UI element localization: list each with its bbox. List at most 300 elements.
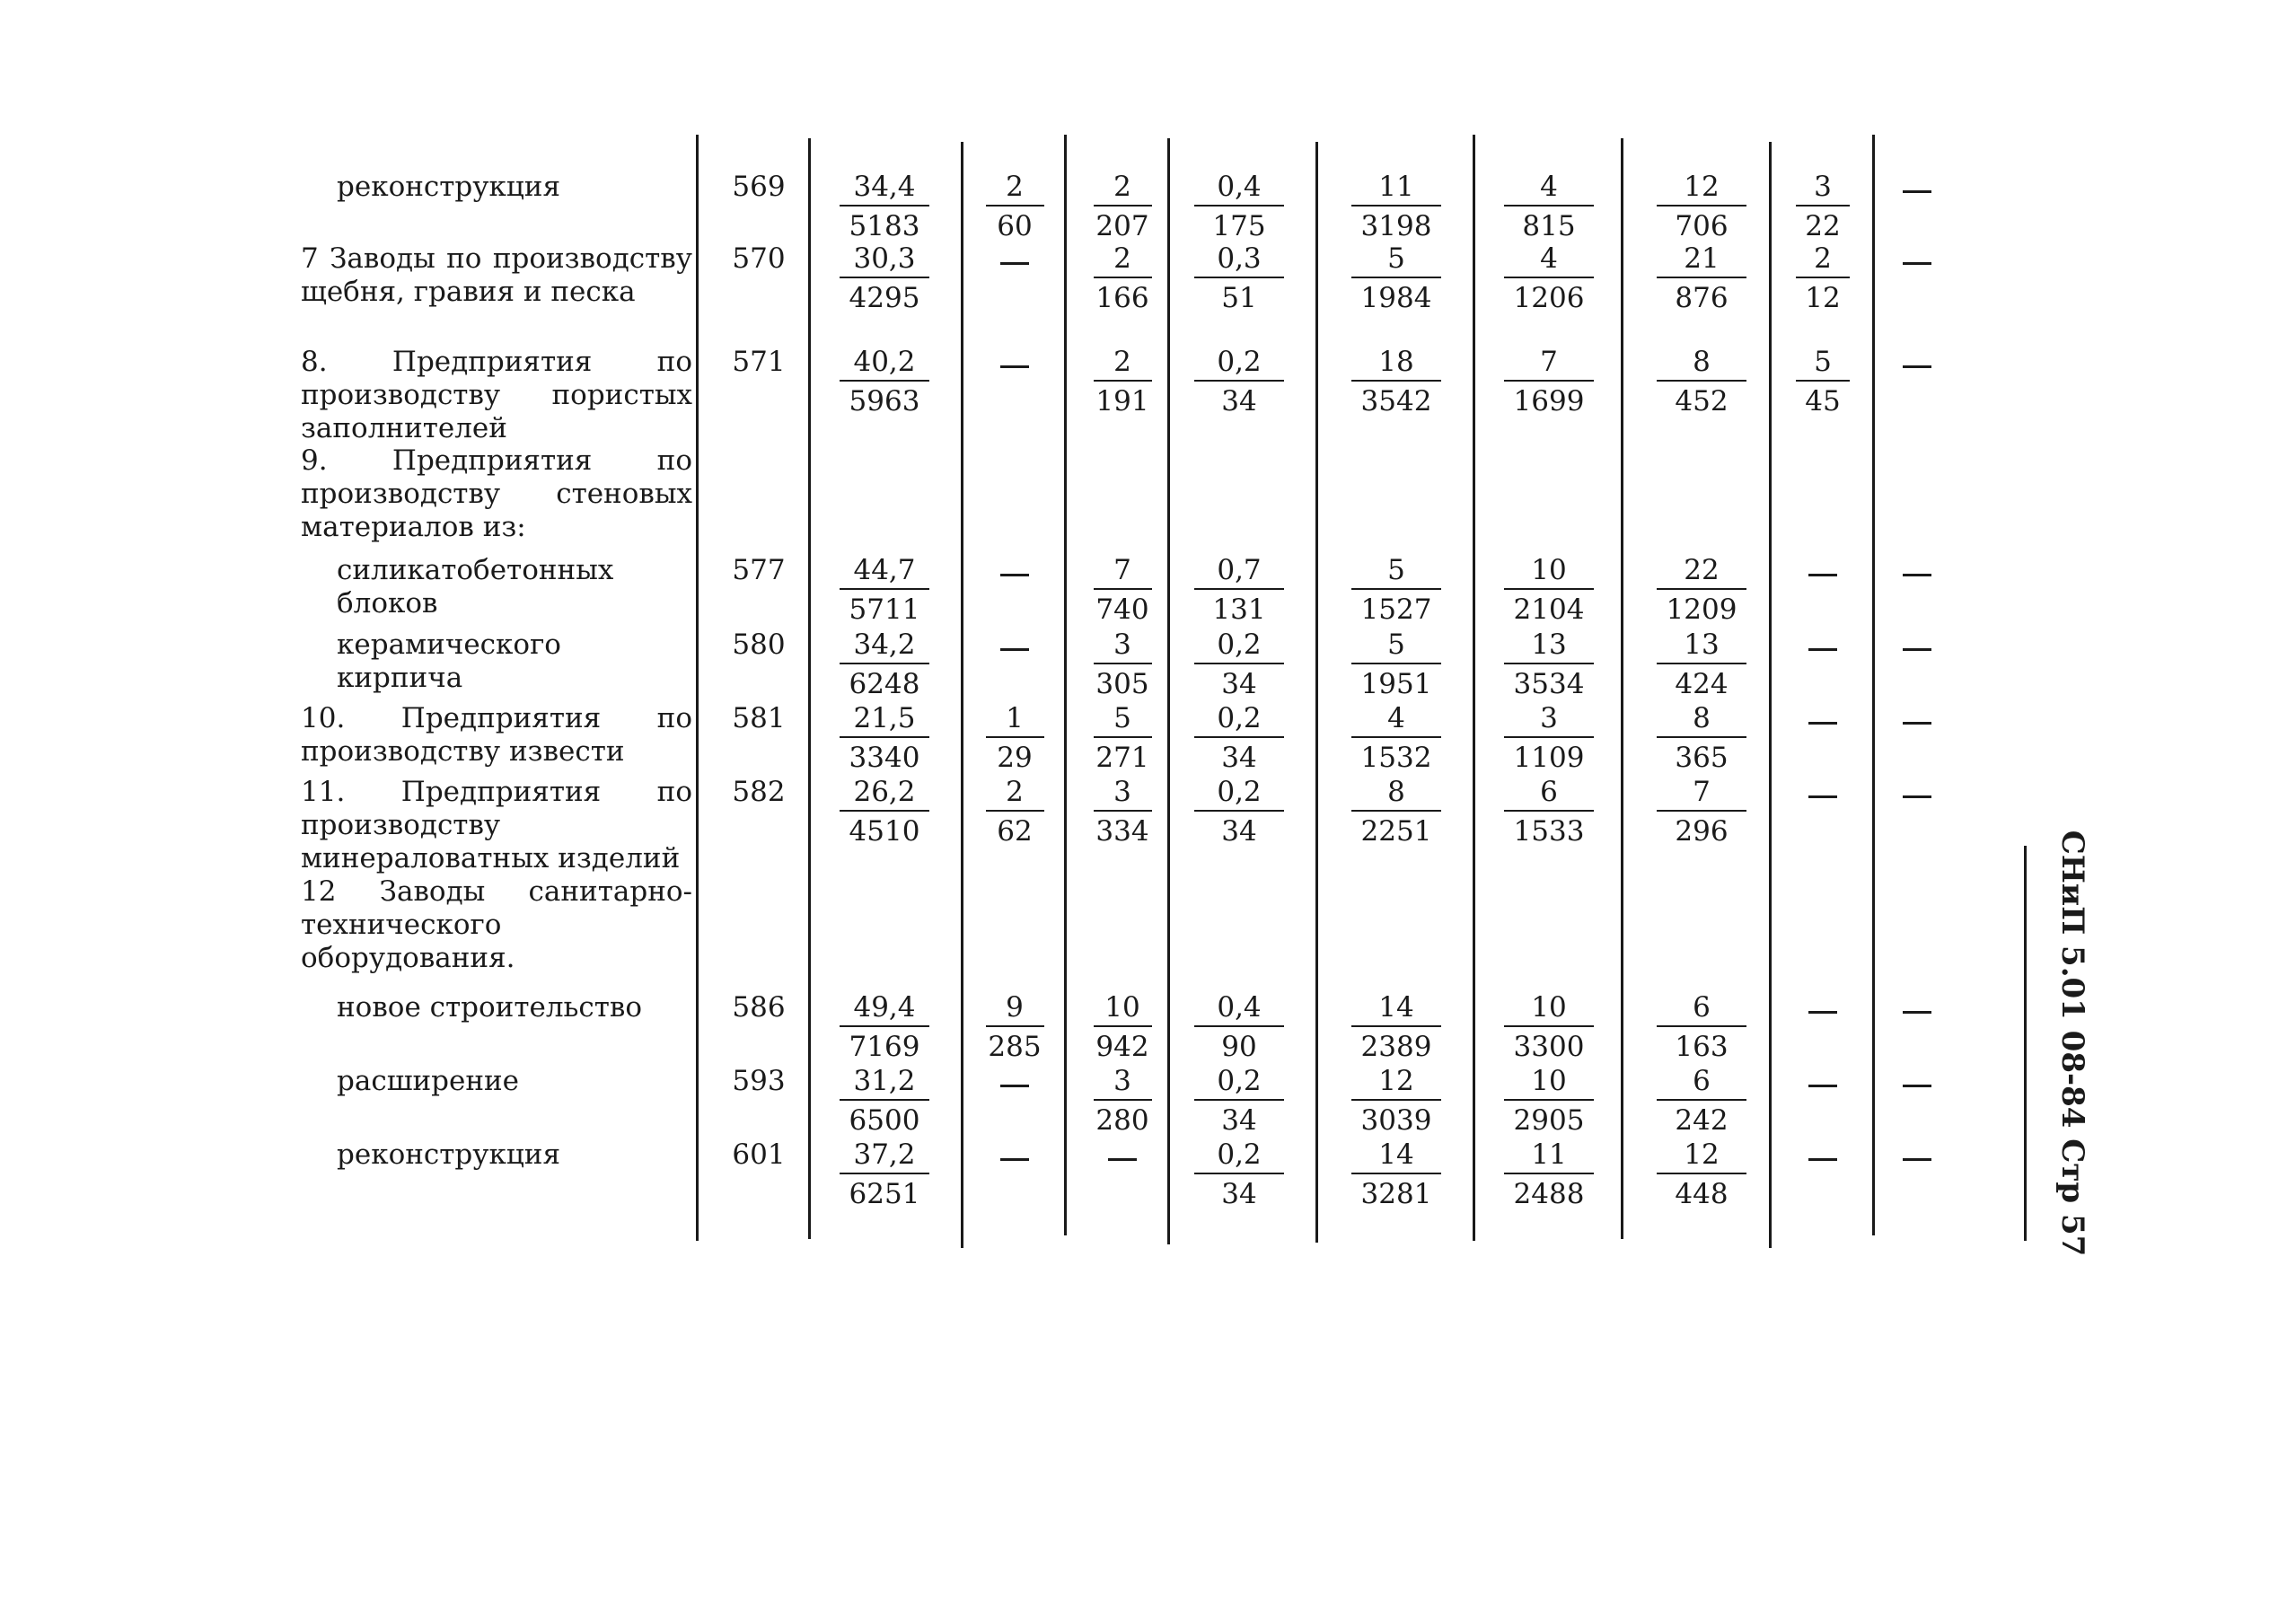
denominator: 452	[1675, 385, 1729, 417]
fraction-cell	[1796, 242, 1850, 314]
numerator: 5	[1113, 702, 1131, 734]
fraction-bar	[840, 1099, 929, 1101]
numerator: 2	[1006, 776, 1024, 808]
fraction-cell	[1094, 628, 1152, 700]
fraction-bar	[840, 380, 929, 382]
empty-cell-dash	[1000, 262, 1029, 265]
row-label: 11. Предприятия по производству минераловатных изделий	[301, 776, 692, 874]
fraction-cell	[1094, 991, 1152, 1063]
fraction-cell	[1657, 1138, 1746, 1210]
empty-cell-dash	[1903, 648, 1931, 651]
empty-cell-dash	[1000, 648, 1029, 651]
numerator: 0,4	[1217, 991, 1262, 1024]
fraction-bar	[1351, 1025, 1441, 1027]
denominator: 34	[1221, 1104, 1257, 1137]
numerator: 0,2	[1217, 702, 1262, 734]
denominator: 90	[1221, 1031, 1257, 1063]
empty-cell-dash	[1808, 648, 1837, 651]
denominator: 3281	[1360, 1178, 1432, 1210]
fraction-bar	[1194, 277, 1284, 278]
row-label: 10. Предприятия по производству извести	[301, 702, 692, 768]
fraction-cell	[1657, 1065, 1746, 1137]
denominator: 1532	[1360, 742, 1432, 774]
denominator: 2488	[1513, 1178, 1585, 1210]
denominator: 1206	[1513, 282, 1585, 314]
empty-cell-dash	[1903, 1085, 1931, 1087]
fraction-cell	[1504, 242, 1594, 314]
fraction-bar	[840, 205, 929, 207]
fraction-cell	[1504, 702, 1594, 774]
fraction-cell	[1504, 346, 1594, 417]
denominator: 3039	[1360, 1104, 1432, 1137]
empty-cell-dash	[1000, 1085, 1029, 1087]
fraction-cell	[1351, 171, 1441, 242]
empty-cell-dash	[1903, 722, 1931, 725]
fraction-bar	[840, 1173, 929, 1174]
fraction-bar	[1094, 663, 1152, 664]
fraction-cell	[840, 346, 929, 417]
fraction-cell	[1194, 346, 1284, 417]
fraction-bar	[1351, 205, 1441, 207]
column-rule	[961, 142, 963, 1248]
empty-cell-dash	[1000, 574, 1029, 576]
denominator: 166	[1095, 282, 1149, 314]
empty-cell-dash	[1903, 190, 1931, 193]
fraction-bar	[840, 1025, 929, 1027]
denominator: 6251	[849, 1178, 920, 1210]
denominator: 876	[1675, 282, 1729, 314]
empty-cell-dash	[1903, 1011, 1931, 1014]
fraction-cell	[1657, 776, 1746, 848]
empty-cell-dash	[1808, 722, 1837, 725]
numerator: 12	[1684, 171, 1720, 203]
numerator: 34,2	[853, 628, 916, 661]
numerator: 3	[1113, 1065, 1131, 1097]
column-rule	[808, 138, 811, 1239]
numerator: 10	[1531, 554, 1567, 586]
fraction-bar	[1504, 1099, 1594, 1101]
numerator: 31,2	[853, 1065, 916, 1097]
denominator: 6500	[849, 1104, 920, 1137]
denominator: 131	[1212, 593, 1266, 626]
numerator: 8	[1693, 702, 1711, 734]
fraction-cell	[1351, 991, 1441, 1063]
empty-cell-dash	[1903, 1158, 1931, 1161]
numerator: 3	[1113, 628, 1131, 661]
fraction-bar	[1657, 588, 1746, 590]
fraction-cell	[1796, 346, 1850, 417]
numerator: 2	[1006, 171, 1024, 203]
denominator: 34	[1221, 815, 1257, 848]
fraction-cell	[1657, 346, 1746, 417]
numerator: 13	[1684, 628, 1720, 661]
fraction-bar	[1194, 1025, 1284, 1027]
denominator: 2389	[1360, 1031, 1432, 1063]
denominator: 163	[1675, 1031, 1729, 1063]
numerator: 10	[1104, 991, 1140, 1024]
denominator: 2905	[1513, 1104, 1585, 1137]
fraction-cell	[986, 776, 1044, 848]
fraction-cell	[1351, 702, 1441, 774]
numerator: 11	[1378, 171, 1414, 203]
fraction-bar	[986, 1025, 1044, 1027]
fraction-bar	[840, 277, 929, 278]
fraction-cell	[1194, 991, 1284, 1063]
fraction-bar	[1351, 1099, 1441, 1101]
fraction-bar	[1504, 663, 1594, 664]
row-code: 577	[732, 554, 786, 586]
fraction-bar	[986, 736, 1044, 738]
fraction-cell	[1094, 554, 1152, 626]
denominator: 4510	[849, 815, 920, 848]
denominator: 285	[988, 1031, 1042, 1063]
denominator: 815	[1522, 210, 1576, 242]
fraction-bar	[1504, 380, 1594, 382]
fraction-bar	[1194, 1099, 1284, 1101]
numerator: 4	[1540, 171, 1558, 203]
numerator: 18	[1378, 346, 1414, 378]
row-code: 593	[732, 1065, 786, 1097]
column-rule	[1621, 138, 1623, 1239]
denominator: 365	[1675, 742, 1729, 774]
fraction-cell	[1351, 1138, 1441, 1210]
denominator: 34	[1221, 1178, 1257, 1210]
denominator: 12	[1805, 282, 1841, 314]
fraction-cell	[1504, 1065, 1594, 1137]
numerator: 5	[1814, 346, 1832, 378]
denominator: 29	[997, 742, 1033, 774]
fraction-bar	[986, 810, 1044, 812]
numerator: 9	[1006, 991, 1024, 1024]
numerator: 7	[1693, 776, 1711, 808]
numerator: 4	[1387, 702, 1405, 734]
row-code: 586	[732, 991, 786, 1024]
numerator: 3	[1540, 702, 1558, 734]
fraction-bar	[1657, 1099, 1746, 1101]
numerator: 40,2	[853, 346, 916, 378]
fraction-cell	[840, 991, 929, 1063]
row-code: 569	[732, 171, 786, 203]
fraction-bar	[1351, 810, 1441, 812]
row-label: 7 Заводы по производству щебня, гравия и песка	[301, 242, 692, 308]
numerator: 21,5	[853, 702, 916, 734]
fraction-cell	[1194, 242, 1284, 314]
numerator: 2	[1113, 242, 1131, 275]
row-label: 8. Предприятия по производству пористых заполнителей	[301, 346, 692, 444]
fraction-cell	[840, 554, 929, 626]
fraction-bar	[1351, 736, 1441, 738]
fraction-bar	[840, 588, 929, 590]
numerator: 1	[1006, 702, 1024, 734]
denominator: 207	[1095, 210, 1149, 242]
denominator: 296	[1675, 815, 1729, 848]
fraction-cell	[1094, 242, 1152, 314]
denominator: 3340	[849, 742, 920, 774]
empty-cell-dash	[1808, 1011, 1837, 1014]
fraction-cell	[1351, 1065, 1441, 1137]
row-label: реконструкция	[337, 171, 561, 203]
fraction-bar	[986, 205, 1044, 207]
fraction-cell	[1351, 776, 1441, 848]
fraction-cell	[1094, 776, 1152, 848]
column-rule	[1769, 142, 1772, 1248]
numerator: 12	[1378, 1065, 1414, 1097]
numerator: 5	[1387, 242, 1405, 275]
row-label: силикатобетонных блоков	[337, 554, 614, 620]
numerator: 37,2	[853, 1138, 916, 1171]
empty-cell-dash	[1108, 1158, 1137, 1161]
fraction-cell	[1351, 242, 1441, 314]
fraction-cell	[1194, 628, 1284, 700]
denominator: 942	[1095, 1031, 1149, 1063]
denominator: 3300	[1513, 1031, 1585, 1063]
numerator: 5	[1387, 554, 1405, 586]
fraction-bar	[1351, 663, 1441, 664]
fraction-cell	[840, 171, 929, 242]
empty-cell-dash	[1000, 365, 1029, 368]
numerator: 0,2	[1217, 776, 1262, 808]
denominator: 5183	[849, 210, 920, 242]
numerator: 0,3	[1217, 242, 1262, 275]
fraction-cell	[1504, 171, 1594, 242]
fraction-bar	[1194, 810, 1284, 812]
side-rule	[2024, 846, 2027, 1241]
numerator: 21	[1684, 242, 1720, 275]
fraction-cell	[1657, 554, 1746, 626]
denominator: 242	[1675, 1104, 1729, 1137]
numerator: 0,4	[1217, 171, 1262, 203]
fraction-cell	[1504, 776, 1594, 848]
denominator: 51	[1221, 282, 1257, 314]
fraction-cell	[840, 628, 929, 700]
numerator: 49,4	[853, 991, 916, 1024]
fraction-cell	[1504, 991, 1594, 1063]
fraction-bar	[1796, 205, 1850, 207]
denominator: 191	[1095, 385, 1149, 417]
denominator: 1533	[1513, 815, 1585, 848]
denominator: 305	[1095, 668, 1149, 700]
numerator: 3	[1113, 776, 1131, 808]
denominator: 2251	[1360, 815, 1432, 848]
fraction-cell	[986, 991, 1044, 1063]
fraction-cell	[1351, 554, 1441, 626]
fraction-bar	[1094, 205, 1152, 207]
document-reference: СНиП 5.01 08-84 Стр 57	[2054, 830, 2090, 1257]
fraction-cell	[1094, 346, 1152, 417]
fraction-cell	[840, 242, 929, 314]
empty-cell-dash	[1000, 1158, 1029, 1161]
row-code: 582	[732, 776, 786, 808]
numerator: 6	[1540, 776, 1558, 808]
fraction-cell	[986, 171, 1044, 242]
fraction-cell	[840, 776, 929, 848]
fraction-bar	[1504, 736, 1594, 738]
fraction-bar	[1504, 1025, 1594, 1027]
denominator: 3198	[1360, 210, 1432, 242]
fraction-bar	[1094, 380, 1152, 382]
denominator: 424	[1675, 668, 1729, 700]
denominator: 2104	[1513, 593, 1585, 626]
fraction-bar	[1351, 380, 1441, 382]
denominator: 34	[1221, 385, 1257, 417]
denominator: 6248	[849, 668, 920, 700]
row-code: 601	[732, 1138, 786, 1171]
numerator: 7	[1113, 554, 1131, 586]
row-code: 571	[732, 346, 786, 378]
row-label: керамического кирпича	[337, 628, 561, 694]
denominator: 448	[1675, 1178, 1729, 1210]
denominator: 1951	[1360, 668, 1432, 700]
fraction-bar	[1657, 1173, 1746, 1174]
fraction-cell	[1094, 1065, 1152, 1137]
numerator: 0,2	[1217, 1065, 1262, 1097]
numerator: 14	[1378, 1138, 1414, 1171]
fraction-bar	[1194, 380, 1284, 382]
fraction-cell	[1351, 346, 1441, 417]
denominator: 1209	[1666, 593, 1737, 626]
denominator: 45	[1805, 385, 1841, 417]
numerator: 14	[1378, 991, 1414, 1024]
fraction-cell	[1194, 1065, 1284, 1137]
denominator: 5963	[849, 385, 920, 417]
fraction-bar	[1351, 277, 1441, 278]
row-label: расширение	[337, 1065, 520, 1097]
fraction-bar	[1796, 380, 1850, 382]
numerator: 6	[1693, 991, 1711, 1024]
fraction-cell	[1094, 171, 1152, 242]
denominator: 1109	[1513, 742, 1585, 774]
row-code: 581	[732, 702, 786, 734]
empty-cell-dash	[1903, 262, 1931, 265]
numerator: 7	[1540, 346, 1558, 378]
numerator: 3	[1814, 171, 1832, 203]
fraction-bar	[1194, 1173, 1284, 1174]
denominator: 34	[1221, 742, 1257, 774]
side-header	[2054, 830, 2090, 1257]
column-rule	[1315, 142, 1318, 1243]
denominator: 1699	[1513, 385, 1585, 417]
fraction-bar	[1657, 1025, 1746, 1027]
fraction-bar	[1504, 277, 1594, 278]
fraction-cell	[840, 702, 929, 774]
denominator: 271	[1095, 742, 1149, 774]
fraction-bar	[1194, 663, 1284, 664]
numerator: 12	[1684, 1138, 1720, 1171]
row-code: 570	[732, 242, 786, 275]
fraction-cell	[1194, 1138, 1284, 1210]
column-rule	[1872, 135, 1875, 1235]
numerator: 5	[1387, 628, 1405, 661]
numerator: 22	[1684, 554, 1720, 586]
fraction-bar	[1194, 205, 1284, 207]
fraction-cell	[1194, 171, 1284, 242]
fraction-cell	[1194, 702, 1284, 774]
row-label: 12 Заводы санитарно-технического оборудования.	[301, 875, 692, 974]
fraction-cell	[1657, 702, 1746, 774]
empty-cell-dash	[1808, 574, 1837, 576]
fraction-bar	[1504, 588, 1594, 590]
numerator: 0,7	[1217, 554, 1262, 586]
fraction-cell	[1351, 628, 1441, 700]
empty-cell-dash	[1808, 1085, 1837, 1087]
numerator: 10	[1531, 1065, 1567, 1097]
column-rule	[696, 135, 699, 1241]
fraction-bar	[1094, 588, 1152, 590]
denominator: 34	[1221, 668, 1257, 700]
fraction-bar	[1657, 277, 1746, 278]
fraction-bar	[1094, 277, 1152, 278]
numerator: 8	[1387, 776, 1405, 808]
fraction-bar	[1504, 205, 1594, 207]
numerator: 34,4	[853, 171, 916, 203]
fraction-bar	[1657, 810, 1746, 812]
denominator: 3534	[1513, 668, 1585, 700]
fraction-cell	[840, 1065, 929, 1137]
fraction-cell	[1504, 554, 1594, 626]
fraction-cell	[1094, 702, 1152, 774]
fraction-cell	[1194, 554, 1284, 626]
numerator: 4	[1540, 242, 1558, 275]
denominator: 175	[1212, 210, 1266, 242]
numerator: 2	[1814, 242, 1832, 275]
row-label: новое строительство	[337, 991, 643, 1024]
fraction-bar	[1094, 810, 1152, 812]
denominator: 740	[1095, 593, 1149, 626]
denominator: 7169	[849, 1031, 920, 1063]
fraction-cell	[1657, 171, 1746, 242]
fraction-bar	[840, 810, 929, 812]
numerator: 10	[1531, 991, 1567, 1024]
fraction-cell	[1657, 991, 1746, 1063]
denominator: 280	[1095, 1104, 1149, 1137]
fraction-bar	[1194, 736, 1284, 738]
denominator: 706	[1675, 210, 1729, 242]
fraction-bar	[1351, 1173, 1441, 1174]
denominator: 62	[997, 815, 1033, 848]
numerator: 6	[1693, 1065, 1711, 1097]
denominator: 334	[1095, 815, 1149, 848]
fraction-bar	[1351, 588, 1441, 590]
fraction-cell	[1796, 171, 1850, 242]
column-rule	[1064, 135, 1067, 1235]
empty-cell-dash	[1903, 795, 1931, 798]
fraction-bar	[1657, 205, 1746, 207]
empty-cell-dash	[1903, 365, 1931, 368]
numerator: 0,2	[1217, 628, 1262, 661]
denominator: 1984	[1360, 282, 1432, 314]
fraction-bar	[840, 736, 929, 738]
denominator: 5711	[849, 593, 920, 626]
denominator: 60	[997, 210, 1033, 242]
empty-cell-dash	[1903, 574, 1931, 576]
row-code: 580	[732, 628, 786, 661]
fraction-bar	[1504, 810, 1594, 812]
fraction-bar	[840, 663, 929, 664]
denominator: 3542	[1360, 385, 1432, 417]
fraction-bar	[1504, 1173, 1594, 1174]
denominator: 22	[1805, 210, 1841, 242]
fraction-bar	[1657, 663, 1746, 664]
fraction-bar	[1657, 736, 1746, 738]
row-label: 9. Предприятия по производству стеновых материалов из:	[301, 444, 692, 543]
numerator: 11	[1531, 1138, 1567, 1171]
column-rule	[1167, 138, 1170, 1244]
fraction-cell	[1194, 776, 1284, 848]
fraction-bar	[1094, 1099, 1152, 1101]
fraction-cell	[1657, 242, 1746, 314]
fraction-bar	[1657, 380, 1746, 382]
denominator: 4295	[849, 282, 920, 314]
